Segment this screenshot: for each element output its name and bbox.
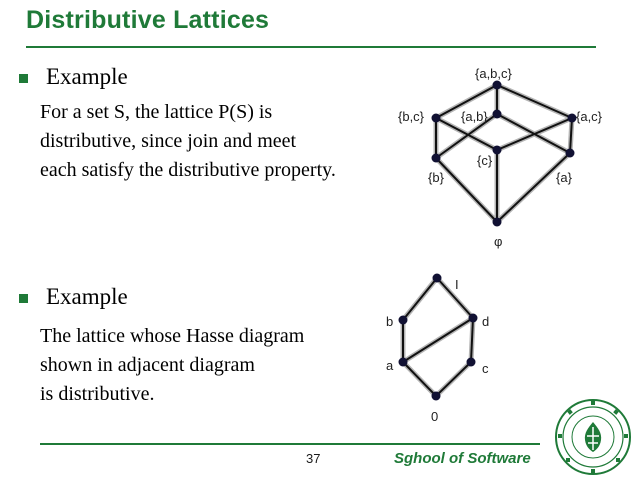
label-ab: {a,b} [461, 109, 488, 124]
label-d: d [482, 314, 490, 329]
label-b: {b} [428, 170, 444, 185]
page-number: 37 [306, 451, 321, 466]
example-2-line: is distributive. [40, 383, 155, 405]
label-top: I [455, 277, 459, 292]
footer-text: Sghool of Software [394, 450, 531, 467]
node-abc [493, 81, 502, 90]
node-a [566, 149, 575, 158]
power-set-hasse-diagram [398, 66, 603, 249]
label-empty: φ [494, 234, 503, 249]
node-c [467, 358, 476, 367]
node-a [399, 358, 408, 367]
example-2-line: shown in adjacent diagram [40, 354, 255, 376]
node-empty [493, 218, 502, 227]
example-1-line: For a set S, the lattice P(S) is [40, 101, 273, 123]
label-bc: {b,c} [398, 109, 425, 124]
label-b: b [386, 314, 394, 329]
label-c: {c} [477, 153, 493, 168]
example-1-line: distributive, since join and meet [40, 130, 297, 152]
example-2-heading: Example [46, 284, 128, 309]
node-b [399, 316, 408, 325]
node-bc [432, 114, 441, 123]
slide-title: Distributive Lattices [26, 6, 270, 34]
label-a: a [386, 358, 394, 373]
node-c [493, 146, 502, 155]
node-bottom [432, 392, 441, 401]
label-ac: {a,c} [576, 109, 603, 124]
example-2-line: The lattice whose Hasse diagram [40, 325, 305, 347]
label-bottom: 0 [431, 409, 439, 424]
label-abc: {a,b,c} [475, 66, 512, 81]
example-1-line: each satisfy the distributive property. [40, 159, 336, 181]
label-c: c [482, 361, 489, 376]
label-a: {a} [556, 170, 572, 185]
example-1-heading: Example [46, 64, 128, 89]
node-top [433, 274, 442, 283]
node-ab [493, 110, 502, 119]
footer-divider [40, 443, 540, 445]
lattice-hasse-diagram [386, 274, 489, 425]
node-d [469, 314, 478, 323]
node-b [432, 154, 441, 163]
university-seal-icon [554, 398, 632, 476]
